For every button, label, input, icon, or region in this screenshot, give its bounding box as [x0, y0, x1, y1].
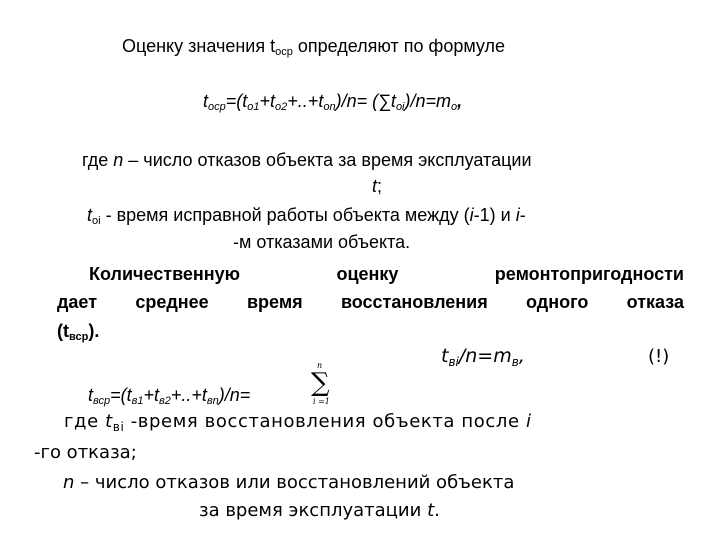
definition-n2-line2: [199, 500, 440, 521]
def-tbi-sub: вi: [112, 420, 125, 434]
formula3-sub: в2: [159, 395, 171, 407]
def-n-pre: где: [82, 150, 114, 170]
formula3-part: )/n=: [218, 385, 251, 405]
definition-n-line2: [372, 176, 382, 197]
formula1-part: +t: [259, 91, 276, 111]
formula1-comma: ,: [457, 91, 463, 111]
formula1-part: =(t: [225, 91, 248, 111]
bold-paragraph-line3: [57, 321, 99, 343]
definition-tbi-line2: [34, 442, 137, 463]
formula1-sub: оi: [395, 101, 405, 113]
bold-paragraph-line2: [57, 292, 684, 313]
def-toi-i: i: [469, 205, 474, 225]
def-n2-t-variable: t: [427, 500, 435, 521]
def-toi-i: i: [515, 205, 520, 225]
sigma-lower-limit: i =1: [313, 397, 330, 406]
def-tbi-line2-text: -го отказа;: [34, 442, 137, 463]
def-toi-sub: оi: [92, 215, 101, 227]
def-toi-t: t: [87, 205, 93, 225]
def-tbi-text: -время восстановления объекта после: [124, 411, 526, 432]
definition-n2-line1: [63, 472, 514, 493]
formula3-sub: вn: [206, 395, 219, 407]
def-toi-text: -1) и: [473, 205, 516, 225]
formula-mean-time-to-failure: [203, 91, 462, 113]
formula1-sub: о1: [247, 101, 260, 113]
formula2-part: /n=m: [458, 345, 512, 367]
formula2-part: t: [441, 345, 449, 367]
formula1-sub: о2: [275, 101, 288, 113]
heading-subscript: оср: [275, 46, 293, 58]
bold-para-text: ).: [88, 321, 100, 341]
bold-para-text: дает среднее время восстановления одного отказа: [57, 292, 684, 312]
def-toi-line2-text: -м отказами объекта.: [233, 232, 411, 252]
def-n-text: – число отказов объекта за время эксплуатации: [123, 150, 532, 170]
def-tbi-text: где: [64, 411, 106, 432]
def-n2-text: за время эксплуатации: [199, 500, 428, 521]
definition-n-line1: [82, 150, 532, 171]
formula3-part: =(t: [110, 385, 132, 405]
formula2-sub: вi: [448, 355, 459, 369]
bold-paragraph-line1: [89, 264, 684, 285]
def-toi-text: - время исправной работы объекта между (: [100, 205, 470, 225]
formula3-part: +..+t: [170, 385, 207, 405]
def-n2-variable: n: [63, 472, 75, 493]
heading-text-pre: Оценку значения t: [122, 36, 276, 56]
def-n-t-variable: t: [372, 176, 378, 196]
formula2-sub: в: [511, 355, 519, 369]
def-tbi-i: i: [525, 411, 532, 432]
formula1-part: )/n=m: [404, 91, 452, 111]
formula2-comma: ,: [518, 345, 525, 367]
formula3-sub: в1: [131, 395, 144, 407]
formula-label: [648, 346, 669, 367]
formula1-sub: о: [451, 101, 458, 113]
def-n2-period: .: [434, 500, 440, 521]
formula-sum-restore: [441, 345, 525, 369]
def-n-semicolon: ;: [377, 176, 383, 196]
heading-text-post: определяют по формуле: [292, 36, 506, 56]
bold-para-text: (t: [57, 321, 69, 341]
formula1-sub: оn: [323, 101, 336, 113]
definition-toi-line2: [233, 232, 410, 253]
formula-label-text: (!): [648, 346, 670, 367]
def-n-variable: n: [113, 150, 124, 170]
formula-mean-restore-time: [88, 385, 250, 407]
sigma-upper-limit: n: [317, 361, 323, 370]
def-tbi-t: t: [105, 411, 113, 432]
def-n2-text: – число отказов или восстановлений объекта: [74, 472, 515, 493]
definition-tbi-line1: [64, 411, 532, 434]
definition-toi-line1: [87, 205, 526, 227]
formula1-part: t: [203, 91, 209, 111]
heading-line: [122, 36, 505, 58]
formula3-part: t: [88, 385, 94, 405]
bold-para-sub: вср: [69, 331, 89, 343]
formula3-sub: вср: [93, 395, 111, 407]
formula1-part: +..+t: [287, 91, 324, 111]
formula1-part: )/n= (∑t: [335, 91, 396, 111]
bold-para-text: Количественную оценку ремонтопригодности: [89, 264, 684, 284]
formula1-sub: оср: [208, 101, 226, 113]
sigma-symbol: ∑: [311, 368, 330, 398]
formula3-part: +t: [143, 385, 160, 405]
def-toi-text: -: [519, 205, 526, 225]
